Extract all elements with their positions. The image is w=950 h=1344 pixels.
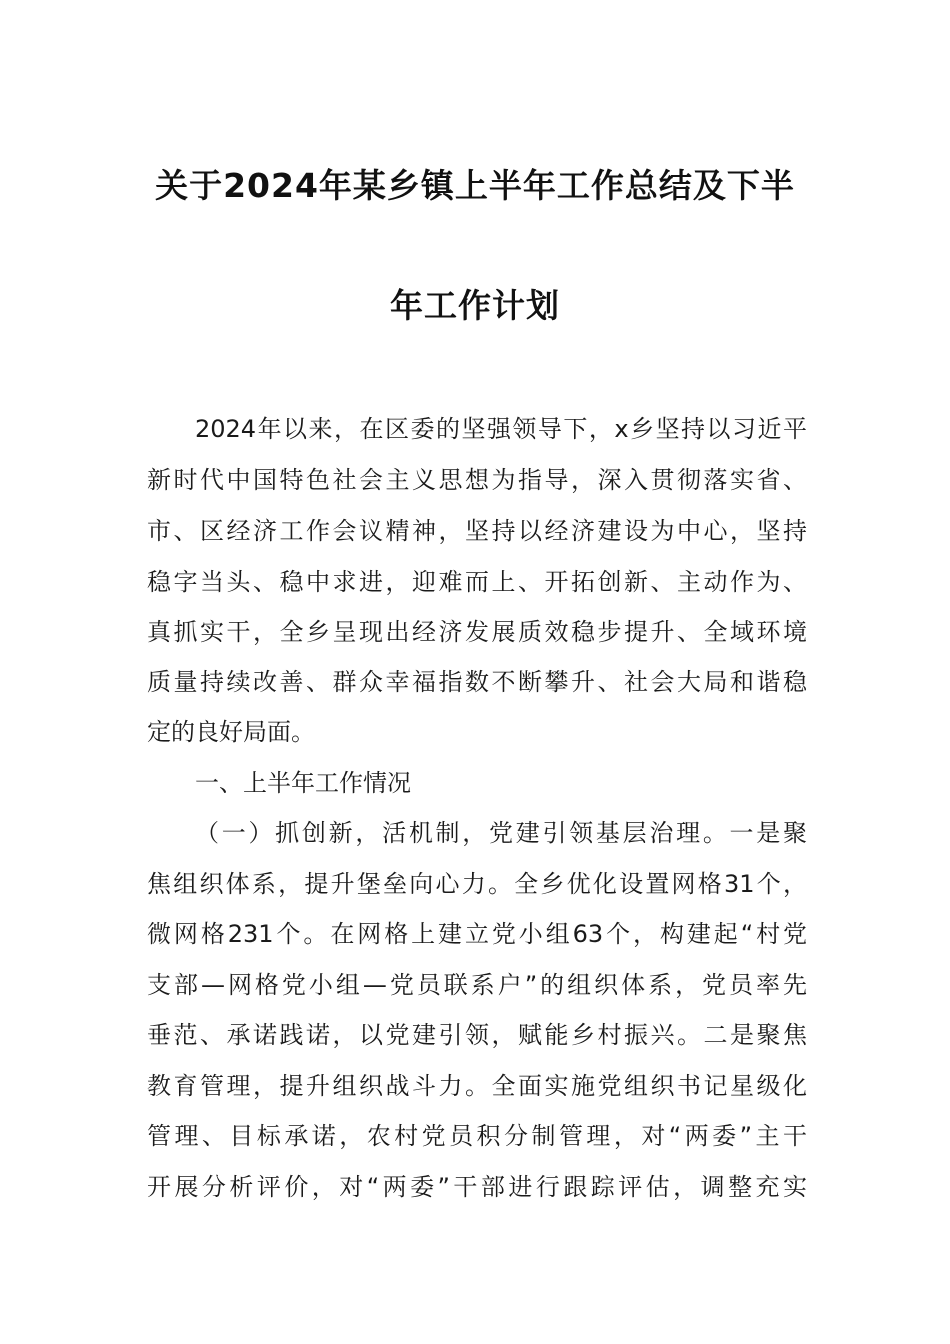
- paragraph-line: 垂范、承诺践诺，以党建引领，赋能乡村振兴。二是聚焦: [147, 1021, 807, 1049]
- paragraph-line: 真抓实干，全乡呈现出经济发展质效稳步提升、全域环境: [147, 618, 807, 646]
- paragraph-line: （一）抓创新，活机制，党建引领基层治理。一是聚: [195, 819, 807, 847]
- paragraph-line: 教育管理，提升组织战斗力。全面实施党组织书记星级化: [147, 1072, 807, 1100]
- document-title-line-2: 年工作计划: [390, 286, 560, 325]
- paragraph-line: 市、区经济工作会议精神，坚持以经济建设为中心，坚持: [147, 517, 807, 545]
- section-heading: 一、上半年工作情况: [195, 769, 411, 797]
- paragraph-line: 定的良好局面。: [147, 718, 315, 746]
- document-title-line-1: 关于2024年某乡镇上半年工作总结及下半: [155, 166, 795, 205]
- paragraph-line: 2024年以来，在区委的坚强领导下，x乡坚持以习近平: [195, 415, 807, 443]
- paragraph-line: 焦组织体系，提升堡垒向心力。全乡优化设置网格31个，: [147, 870, 807, 898]
- paragraph-line: 质量持续改善、群众幸福指数不断攀升、社会大局和谐稳: [147, 668, 807, 696]
- paragraph-line: 管理、目标承诺，农村党员积分制管理，对“两委”主干: [147, 1122, 807, 1150]
- paragraph-line: 微网格231个。在网格上建立党小组63个，构建起“村党: [147, 920, 807, 948]
- paragraph-line: 稳字当头、稳中求进，迎难而上、开拓创新、主动作为、: [147, 568, 807, 596]
- paragraph-line: 新时代中国特色社会主义思想为指导，深入贯彻落实省、: [147, 466, 807, 494]
- paragraph-line: 支部—网格党小组—党员联系户”的组织体系，党员率先: [147, 971, 807, 999]
- paragraph-line: 开展分析评价，对“两委”干部进行跟踪评估，调整充实: [147, 1173, 807, 1201]
